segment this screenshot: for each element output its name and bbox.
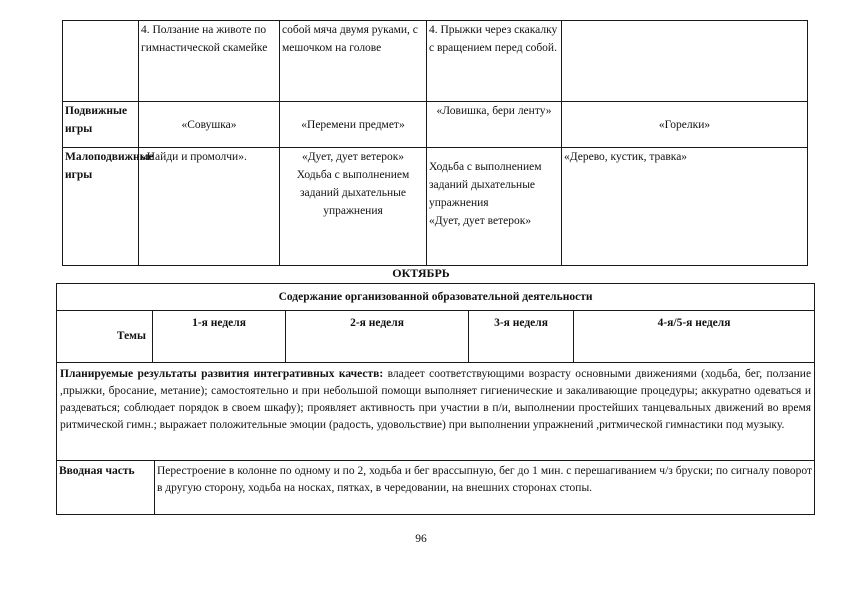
week-header: 3-я неделя bbox=[469, 311, 574, 363]
table-cell: собой мяча двумя руками, с мешочком на голове bbox=[280, 21, 427, 102]
planned-results-text: владеет соответствующими возрасту основными движениями (ходьба, бег, ползание ,прыжки, бросание, метание); самостоятельно и при небольшой помощи выполняет гигиенические и закаливающие процедуры; аккуратно одеваться и раздеваться; соблюдает порядок в своем шкафу); проявляет активность при участии в п/и, выполнении простейших танцевальных движений во время ритмической гимн.; выражает положительные эмоции (радость, удовольствие) при выполнении упражнений ,ритмической гимнастики под музыку. bbox=[60, 368, 812, 431]
table-row bbox=[63, 21, 808, 102]
cell-line: Ходьба с выполнением заданий дыхательные упражнения bbox=[429, 161, 542, 209]
table-row bbox=[57, 363, 815, 461]
week-header: 4-я/5-я неделя bbox=[574, 311, 815, 363]
planned-results-label: Планируемые результаты развития интегративных качеств: bbox=[60, 368, 384, 380]
week-header: 1-я неделя bbox=[153, 311, 286, 363]
intro-table bbox=[56, 460, 815, 515]
intro-label: Вводная часть bbox=[57, 461, 155, 515]
table-cell bbox=[562, 21, 808, 102]
table-cell: «Совушка» bbox=[139, 102, 280, 148]
row-label-low-mobility-games: Малоподвижные игры bbox=[63, 148, 139, 266]
table-cell: «Найди и промолчи». bbox=[139, 148, 280, 266]
table-cell: «Горелки» bbox=[562, 102, 808, 148]
row-label-outdoor-games: Подвижные игры bbox=[63, 102, 139, 148]
table-row bbox=[57, 284, 815, 311]
games-table bbox=[62, 20, 808, 266]
intro-text: Перестроение в колонне по одному и по 2, ходьба и бег врассыпную, бег до 1 мин. с перешагиванием ч/з бруски; по сигналу поворот в другую сторону, ходьба на носках, пятках, в чередовании, на внешних сторонах стопы. bbox=[155, 461, 815, 515]
week-header: 2-я неделя bbox=[286, 311, 469, 363]
page-number: 96 bbox=[415, 533, 427, 545]
table-row bbox=[63, 148, 808, 266]
table-cell: «Дерево, кустик, травка» bbox=[562, 148, 808, 266]
month-title: ОКТЯБРЬ bbox=[392, 266, 450, 280]
table-cell: «Ловишка, бери ленту» bbox=[427, 102, 562, 148]
cell-line: «Дует, дует ветерок» bbox=[301, 151, 405, 163]
table-cell: 4. Ползание на животе по гимнастической скамейке bbox=[139, 21, 280, 102]
october-table bbox=[56, 283, 815, 461]
table-row bbox=[57, 311, 815, 363]
table-cell bbox=[63, 21, 139, 102]
section-header: Содержание организованной образовательной деятельности bbox=[57, 284, 815, 311]
table-cell bbox=[280, 148, 427, 266]
themes-label: Темы bbox=[57, 311, 153, 363]
cell-line: «Дует, дует ветерок» bbox=[429, 215, 532, 227]
planned-results bbox=[57, 363, 815, 461]
table-cell: 4. Прыжки через скакалку с вращением перед собой. bbox=[427, 21, 562, 102]
cell-line: Ходьба с выполнением заданий дыхательные упражнения bbox=[296, 169, 410, 217]
table-cell: «Перемени предмет» bbox=[280, 102, 427, 148]
table-row bbox=[57, 461, 815, 515]
table-row bbox=[63, 102, 808, 148]
table-cell bbox=[427, 148, 562, 266]
